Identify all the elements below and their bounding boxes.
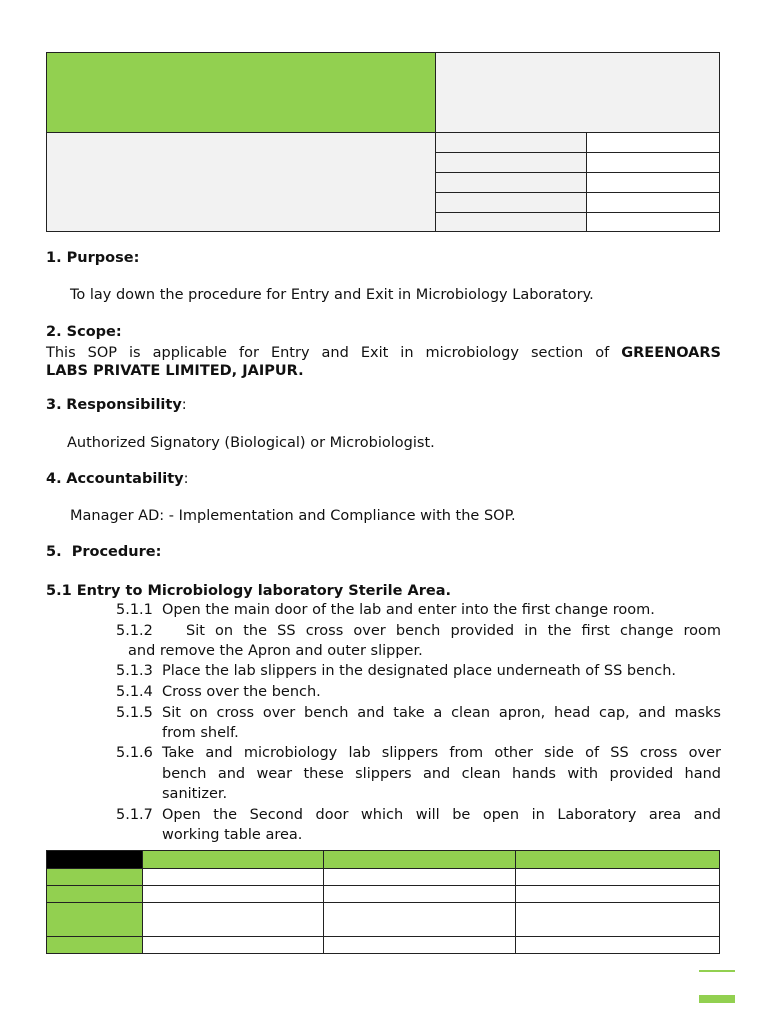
table-col-line: [323, 851, 324, 953]
header-row-line: [435, 192, 719, 193]
header-label-column: [436, 133, 586, 231]
step-number: 5.1.1: [116, 602, 153, 618]
step-text: Open the main door of the lab and enter into the first change room.: [162, 602, 655, 618]
purpose-heading: [46, 248, 139, 268]
step-text: sanitizer.: [162, 786, 228, 802]
table-col-line: [515, 851, 516, 953]
responsibility-number: 3.: [46, 397, 62, 413]
step-text: Place the lab slippers in the designated place underneath of SS bench.: [162, 663, 676, 679]
header-info-cell: [47, 133, 435, 231]
step-text: Sit on the SS cross over bench provided in the first change room: [186, 623, 721, 639]
step-number: 5.1.7: [116, 807, 153, 823]
scope-company-location: LABS PRIVATE LIMITED, JAIPUR.: [46, 363, 304, 379]
step-text: Cross over the bench.: [162, 684, 321, 700]
table-row-line: [47, 868, 719, 869]
step-number: 5.1.6: [116, 745, 153, 761]
accountability-title: Accountability: [66, 471, 184, 487]
subsection-number: 5.1: [46, 583, 72, 599]
step-text: and remove the Apron and outer slipper.: [128, 643, 423, 659]
scope-text: This SOP is applicable for Entry and Exit in microbiology section of: [46, 345, 622, 361]
accountability-number: 4.: [46, 471, 62, 487]
step-text: working table area.: [162, 827, 303, 843]
subsection-title: Entry to Microbiology laboratory Sterile Area.: [76, 583, 451, 599]
header-table: [46, 52, 720, 232]
responsibility-heading: [46, 395, 187, 415]
step-text: Sit on cross over bench and take a clean apron, head cap, and masks: [162, 705, 721, 721]
scope-company-name: GREENOARS: [621, 345, 721, 361]
table-row-line: [47, 936, 719, 937]
step-number: 5.1.5: [116, 705, 153, 721]
header-row-line: [435, 152, 719, 153]
header-row-line: [435, 172, 719, 173]
step-text: Take and microbiology lab slippers from other side of SS cross over: [162, 745, 721, 761]
scope-title: Scope:: [66, 324, 122, 340]
header-divider: [435, 53, 436, 231]
header-divider: [47, 132, 719, 133]
table-header-row: [142, 851, 719, 868]
accountability-colon: :: [183, 471, 189, 487]
signature-table: [46, 850, 720, 954]
table-row-line: [47, 902, 719, 903]
header-row-line: [435, 212, 719, 213]
table-corner-cell: [47, 851, 142, 868]
header-logo-cell: [47, 53, 435, 132]
responsibility-text: Authorized Signatory (Biological) or Microbiologist.: [67, 435, 435, 451]
step-text: Open the Second door which will be open in Laboratory area and: [162, 807, 721, 823]
table-label-column: [47, 868, 142, 953]
step-number: 5.1.3: [116, 663, 153, 679]
procedure-title: Procedure:: [71, 544, 162, 560]
purpose-text: To lay down the procedure for Entry and Exit in Microbiology Laboratory.: [70, 287, 594, 303]
step-number: 5.1.4: [116, 684, 153, 700]
accountability-heading: [46, 469, 189, 489]
scope-text-line1: [46, 343, 721, 363]
purpose-number: 1.: [46, 250, 62, 266]
scope-number: 2.: [46, 324, 62, 340]
responsibility-colon: :: [181, 397, 187, 413]
purpose-title: Purpose:: [66, 250, 140, 266]
footer-accent-bar: [699, 995, 735, 1003]
procedure-heading: [46, 542, 161, 562]
step-text: bench and wear these slippers and clean hands with provided hand: [162, 766, 721, 782]
procedure-number: 5.: [46, 544, 62, 560]
step-text: from shelf.: [162, 725, 239, 741]
footer-accent-line: [699, 970, 735, 972]
responsibility-title: Responsibility: [66, 397, 182, 413]
header-title-cell: [436, 53, 719, 132]
scope-heading: [46, 322, 122, 342]
table-row-line: [47, 885, 719, 886]
subsection-heading: [46, 581, 451, 601]
table-col-line: [142, 851, 143, 953]
accountability-text: Manager AD: - Implementation and Compliance with the SOP.: [70, 508, 516, 524]
step-number: 5.1.2: [116, 623, 153, 639]
header-divider: [586, 132, 587, 231]
